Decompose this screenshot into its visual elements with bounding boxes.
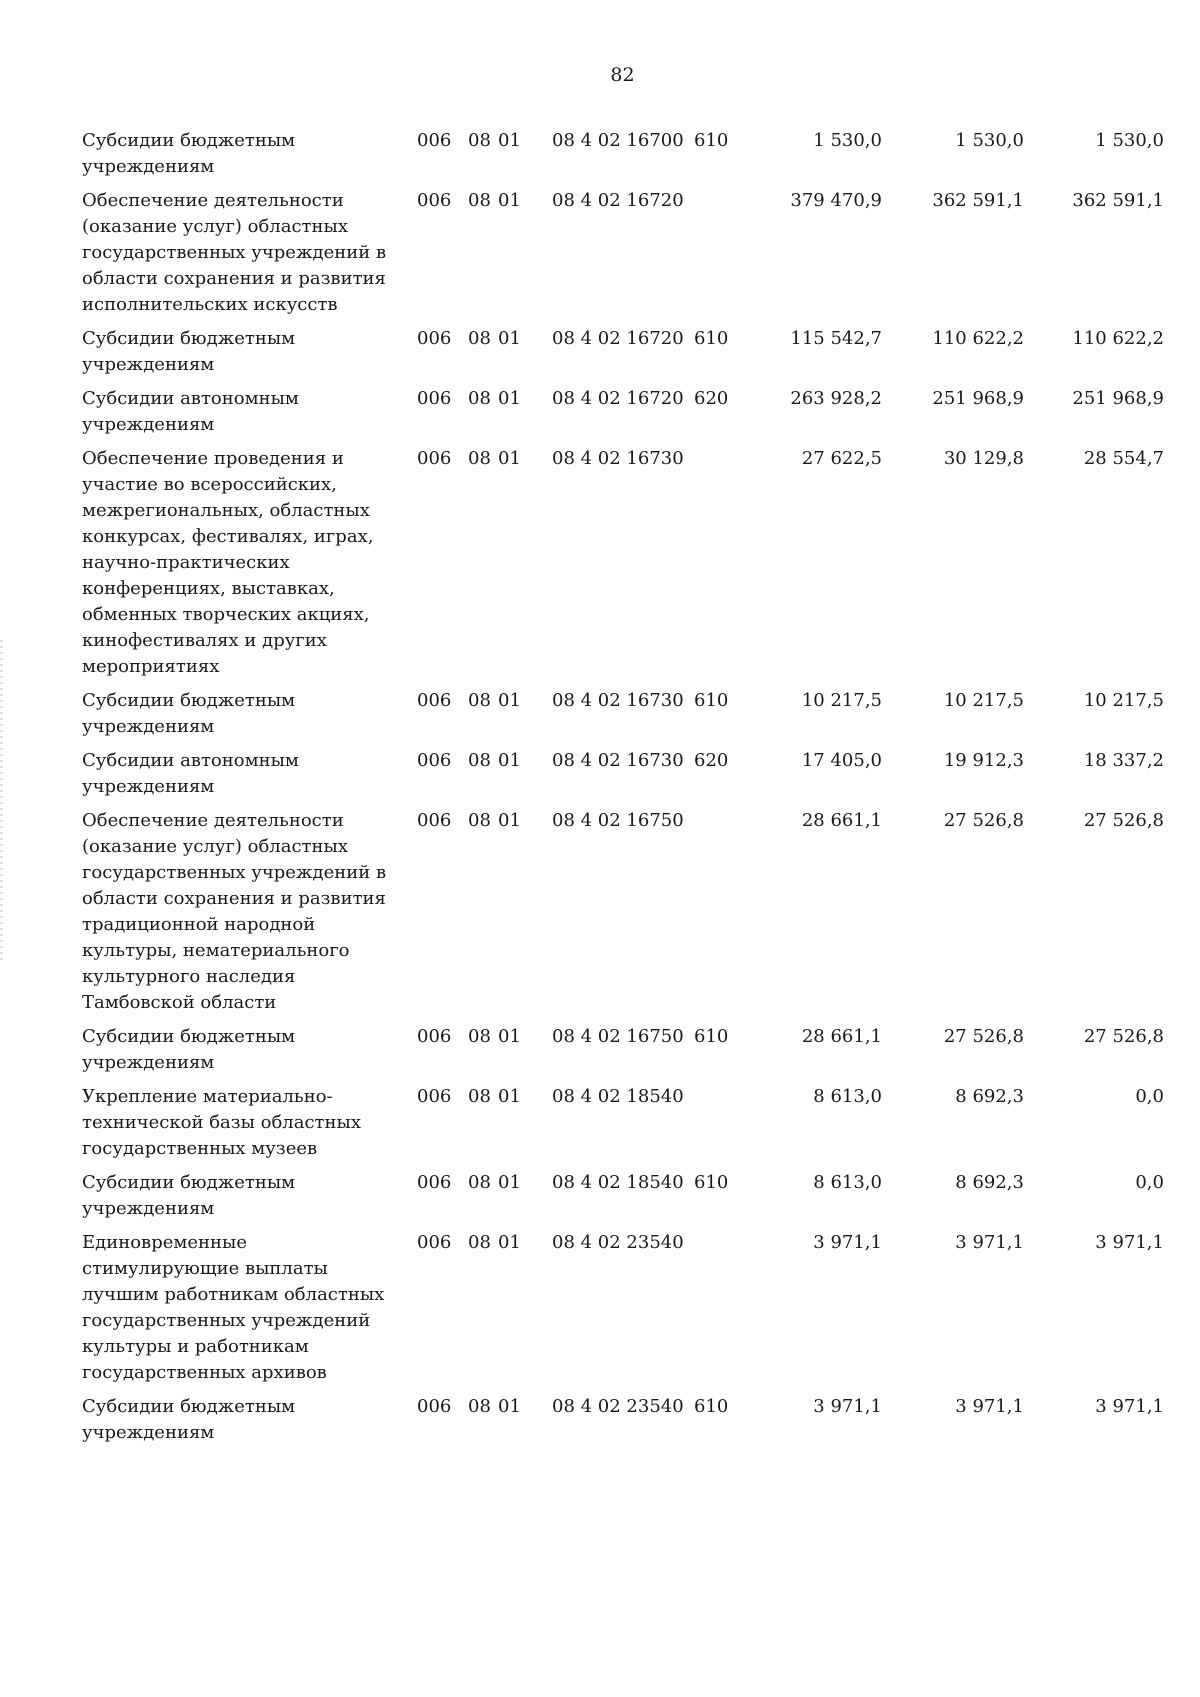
section-code: 08 — [468, 190, 491, 211]
expense-type-code: 610 — [694, 690, 729, 711]
amount-year-3: 362 591,1 — [1072, 190, 1164, 211]
amount-year-1: 379 470,9 — [790, 190, 882, 211]
budget-table — [82, 128, 1172, 1454]
ministry-code: 006 — [417, 190, 452, 211]
table-row — [82, 688, 1172, 748]
table-row — [82, 808, 1172, 1024]
row-name: Субсидии бюджетным учреждениям — [82, 1026, 296, 1073]
amount-year-3: 3 971,1 — [1095, 1396, 1164, 1417]
expense-type-code: 610 — [694, 130, 729, 151]
amount-year-2: 1 530,0 — [955, 130, 1024, 151]
target-article-code: 08 4 02 16720 — [552, 190, 684, 211]
expense-type-code: 610 — [694, 328, 729, 349]
table-row — [82, 386, 1172, 446]
section-code: 08 — [468, 328, 491, 349]
table-row — [82, 446, 1172, 688]
section-code: 08 — [468, 448, 491, 469]
target-article-code: 08 4 02 16730 — [552, 690, 684, 711]
subsection-code: 01 — [498, 1086, 521, 1107]
ministry-code: 006 — [417, 1396, 452, 1417]
row-name: Субсидии автономным учреждениям — [82, 388, 299, 435]
amount-year-3: 10 217,5 — [1083, 690, 1164, 711]
amount-year-1: 27 622,5 — [801, 448, 882, 469]
amount-year-1: 17 405,0 — [801, 750, 882, 771]
subsection-code: 01 — [498, 1172, 521, 1193]
amount-year-3: 0,0 — [1135, 1172, 1164, 1193]
page-number: 82 — [610, 64, 635, 86]
amount-year-3: 251 968,9 — [1072, 388, 1164, 409]
amount-year-2: 8 692,3 — [955, 1172, 1024, 1193]
row-name: Обеспечение деятельности (оказание услуг) областных государственных учреждений в области сохранения и развития исполнительских искусств — [82, 190, 387, 315]
amount-year-2: 30 129,8 — [943, 448, 1024, 469]
section-code: 08 — [468, 810, 491, 831]
target-article-code: 08 4 02 16750 — [552, 810, 684, 831]
table-row — [82, 1170, 1172, 1230]
table-body — [82, 128, 1172, 1454]
amount-year-2: 3 971,1 — [955, 1232, 1024, 1253]
row-name: Обеспечение деятельности (оказание услуг) областных государственных учреждений в области сохранения и развития традиционной народной культуры, нематериального культурного наследия Тамбовской области — [82, 810, 387, 1013]
ministry-code: 006 — [417, 1086, 452, 1107]
target-article-code: 08 4 02 16700 — [552, 130, 684, 151]
target-article-code: 08 4 02 16720 — [552, 388, 684, 409]
section-code: 08 — [468, 1396, 491, 1417]
amount-year-3: 27 526,8 — [1083, 1026, 1164, 1047]
subsection-code: 01 — [498, 750, 521, 771]
amount-year-2: 251 968,9 — [932, 388, 1024, 409]
amount-year-2: 27 526,8 — [943, 1026, 1024, 1047]
target-article-code: 08 4 02 23540 — [552, 1232, 684, 1253]
amount-year-2: 27 526,8 — [943, 810, 1024, 831]
subsection-code: 01 — [498, 388, 521, 409]
amount-year-3: 110 622,2 — [1072, 328, 1164, 349]
row-name: Субсидии бюджетным учреждениям — [82, 1396, 296, 1443]
amount-year-1: 8 613,0 — [813, 1086, 882, 1107]
subsection-code: 01 — [498, 190, 521, 211]
amount-year-2: 8 692,3 — [955, 1086, 1024, 1107]
subsection-code: 01 — [498, 328, 521, 349]
target-article-code: 08 4 02 16750 — [552, 1026, 684, 1047]
section-code: 08 — [468, 1026, 491, 1047]
row-name: Субсидии автономным учреждениям — [82, 750, 299, 797]
table-row — [82, 748, 1172, 808]
row-name: Укрепление материально-технической базы областных государственных музеев — [82, 1086, 361, 1159]
amount-year-3: 1 530,0 — [1095, 130, 1164, 151]
row-name: Субсидии бюджетным учреждениям — [82, 130, 296, 177]
ministry-code: 006 — [417, 810, 452, 831]
amount-year-1: 3 971,1 — [813, 1232, 882, 1253]
ministry-code: 006 — [417, 750, 452, 771]
subsection-code: 01 — [498, 1026, 521, 1047]
amount-year-1: 10 217,5 — [801, 690, 882, 711]
section-code: 08 — [468, 1086, 491, 1107]
amount-year-2: 19 912,3 — [943, 750, 1024, 771]
target-article-code: 08 4 02 16720 — [552, 328, 684, 349]
amount-year-3: 27 526,8 — [1083, 810, 1164, 831]
amount-year-1: 1 530,0 — [813, 130, 882, 151]
amount-year-1: 28 661,1 — [801, 1026, 882, 1047]
table-row — [82, 188, 1172, 326]
amount-year-3: 18 337,2 — [1083, 750, 1164, 771]
amount-year-3: 0,0 — [1135, 1086, 1164, 1107]
section-code: 08 — [468, 690, 491, 711]
section-code: 08 — [468, 750, 491, 771]
section-code: 08 — [468, 388, 491, 409]
expense-type-code: 610 — [694, 1026, 729, 1047]
subsection-code: 01 — [498, 1396, 521, 1417]
section-code: 08 — [468, 1232, 491, 1253]
table-row — [82, 1084, 1172, 1170]
amount-year-2: 362 591,1 — [932, 190, 1024, 211]
expense-type-code: 610 — [694, 1172, 729, 1193]
row-name: Субсидии бюджетным учреждениям — [82, 328, 296, 375]
row-name: Субсидии бюджетным учреждениям — [82, 1172, 296, 1219]
amount-year-2: 110 622,2 — [932, 328, 1024, 349]
table-row — [82, 326, 1172, 386]
table-row — [82, 1024, 1172, 1084]
target-article-code: 08 4 02 23540 — [552, 1396, 684, 1417]
subsection-code: 01 — [498, 448, 521, 469]
row-name: Единовременные стимулирующие выплаты лучшим работникам областных государственных учреждений культуры и работникам государственных архивов — [82, 1232, 385, 1383]
row-name: Субсидии бюджетным учреждениям — [82, 690, 296, 737]
row-name: Обеспечение проведения и участие во всероссийских, межрегиональных, областных конкурсах, фестивалях, играх, научно-практических конференциях, выставках, обменных творческих акциях, кинофестивалях и других мероприятиях — [82, 448, 374, 677]
subsection-code: 01 — [498, 130, 521, 151]
amount-year-1: 3 971,1 — [813, 1396, 882, 1417]
ministry-code: 006 — [417, 328, 452, 349]
section-code: 08 — [468, 130, 491, 151]
amount-year-2: 3 971,1 — [955, 1396, 1024, 1417]
section-code: 08 — [468, 1172, 491, 1193]
amount-year-2: 10 217,5 — [943, 690, 1024, 711]
amount-year-3: 3 971,1 — [1095, 1232, 1164, 1253]
ministry-code: 006 — [417, 1172, 452, 1193]
subsection-code: 01 — [498, 690, 521, 711]
subsection-code: 01 — [498, 810, 521, 831]
target-article-code: 08 4 02 18540 — [552, 1086, 684, 1107]
table-row — [82, 1230, 1172, 1394]
ministry-code: 006 — [417, 1232, 452, 1253]
target-article-code: 08 4 02 16730 — [552, 750, 684, 771]
target-article-code: 08 4 02 16730 — [552, 448, 684, 469]
ministry-code: 006 — [417, 690, 452, 711]
expense-type-code: 610 — [694, 1396, 729, 1417]
expense-type-code: 620 — [694, 388, 729, 409]
amount-year-1: 8 613,0 — [813, 1172, 882, 1193]
table-row — [82, 128, 1172, 188]
scan-edge-artifact — [0, 640, 3, 960]
expense-type-code: 620 — [694, 750, 729, 771]
subsection-code: 01 — [498, 1232, 521, 1253]
ministry-code: 006 — [417, 448, 452, 469]
table-row — [82, 1394, 1172, 1454]
target-article-code: 08 4 02 18540 — [552, 1172, 684, 1193]
amount-year-1: 115 542,7 — [790, 328, 882, 349]
amount-year-3: 28 554,7 — [1083, 448, 1164, 469]
ministry-code: 006 — [417, 388, 452, 409]
ministry-code: 006 — [417, 130, 452, 151]
ministry-code: 006 — [417, 1026, 452, 1047]
amount-year-1: 263 928,2 — [790, 388, 882, 409]
amount-year-1: 28 661,1 — [801, 810, 882, 831]
